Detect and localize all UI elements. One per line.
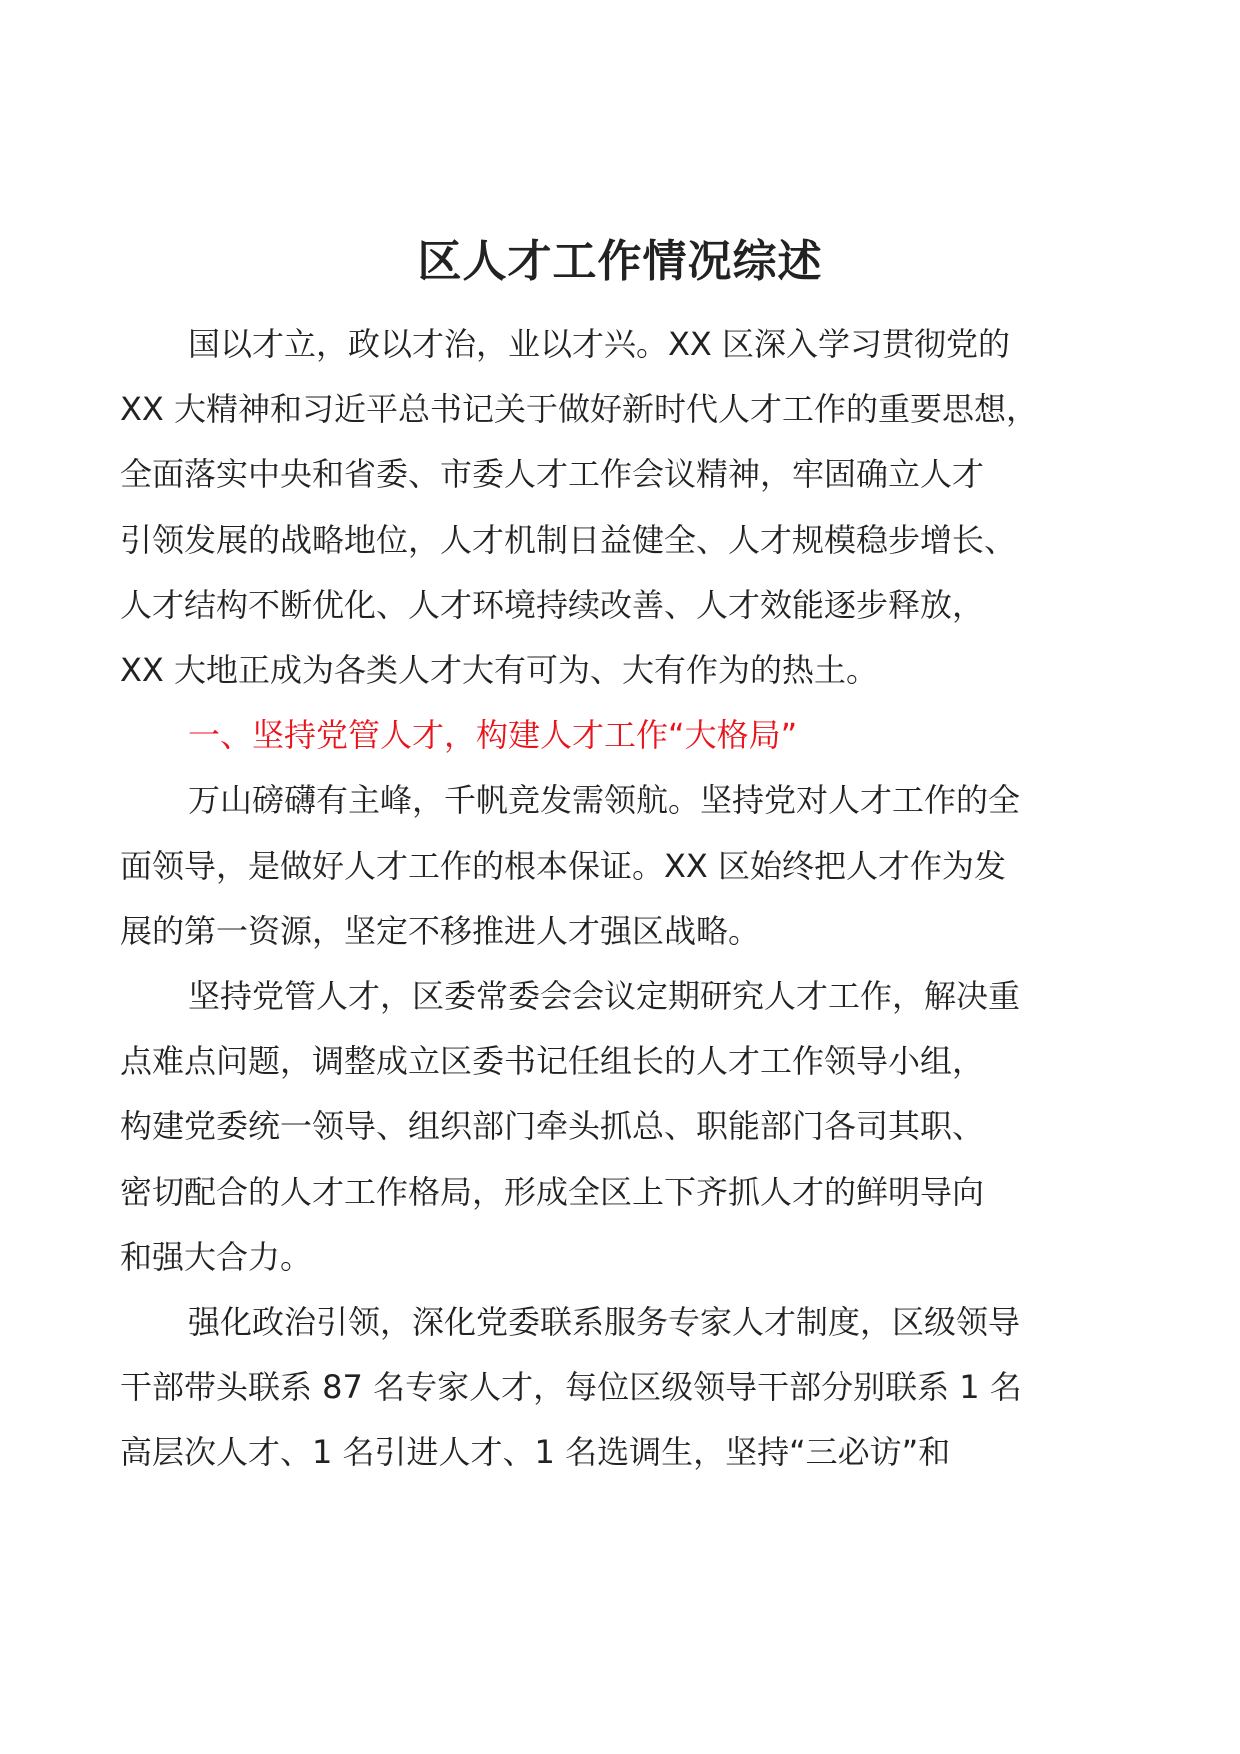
intro-paragraph <box>120 312 1114 703</box>
body-paragraph <box>120 1290 1114 1486</box>
text-line: 面领导，是做好人才工作的根本保证。XX 区始终把人才作为发 <box>120 846 1007 885</box>
text-line: 密切配合的人才工作格局，形成全区上下齐抓人才的鲜明导向 <box>120 1172 985 1211</box>
text-line: 构建党委统一领导、组织部门牵头抓总、职能部门各司其职、 <box>120 1107 985 1146</box>
text-line: 展的第一资源，坚定不移推进人才强区战略。 <box>120 911 761 950</box>
document-title: 区人才工作情况综述 <box>417 236 823 287</box>
text-line: XX 大精神和习近平总书记关于做好新时代人才工作的重要思想， <box>120 390 1039 429</box>
text-line: XX 大地正成为各类人才大有可为、大有作为的热土。 <box>120 651 879 690</box>
section-heading-text: 一、坚持党管人才，构建人才工作“大格局” <box>188 716 798 755</box>
text-line: 万山磅礴有主峰，千帆竞发需领航。坚持党对人才工作的全 <box>188 781 1021 820</box>
text-line: 全面落实中央和省委、市委人才工作会议精神，牢固确立人才 <box>120 455 985 494</box>
text-line: 强化政治引领，深化党委联系服务专家人才制度，区级领导 <box>188 1303 1021 1342</box>
text-line: 高层次人才、1 名引进人才、1 名选调生，坚持“三必访”和 <box>120 1433 951 1472</box>
text-line: 和强大合力。 <box>120 1237 313 1276</box>
text-line: 坚持党管人才，区委常委会会议定期研究人才工作，解决重 <box>188 977 1021 1016</box>
text-line: 国以才立，政以才治，业以才兴。XX 区深入学习贯彻党的 <box>188 325 1011 363</box>
text-line: 点难点问题，调整成立区委书记任组长的人才工作领导小组， <box>120 1042 985 1081</box>
body-paragraph <box>120 964 1114 1290</box>
text-line: 干部带头联系 87 名专家人才，每位区级领导干部分别联系 1 名 <box>120 1368 1022 1407</box>
text-line: 人才结构不断优化、人才环境持续改善、人才效能逐步释放， <box>120 585 985 624</box>
document-body <box>120 312 1114 1486</box>
text-line: 引领发展的战略地位，人才机制日益健全、人才规模稳步增长、 <box>120 520 1017 559</box>
body-paragraph <box>120 768 1114 964</box>
section-heading <box>154 703 1114 768</box>
